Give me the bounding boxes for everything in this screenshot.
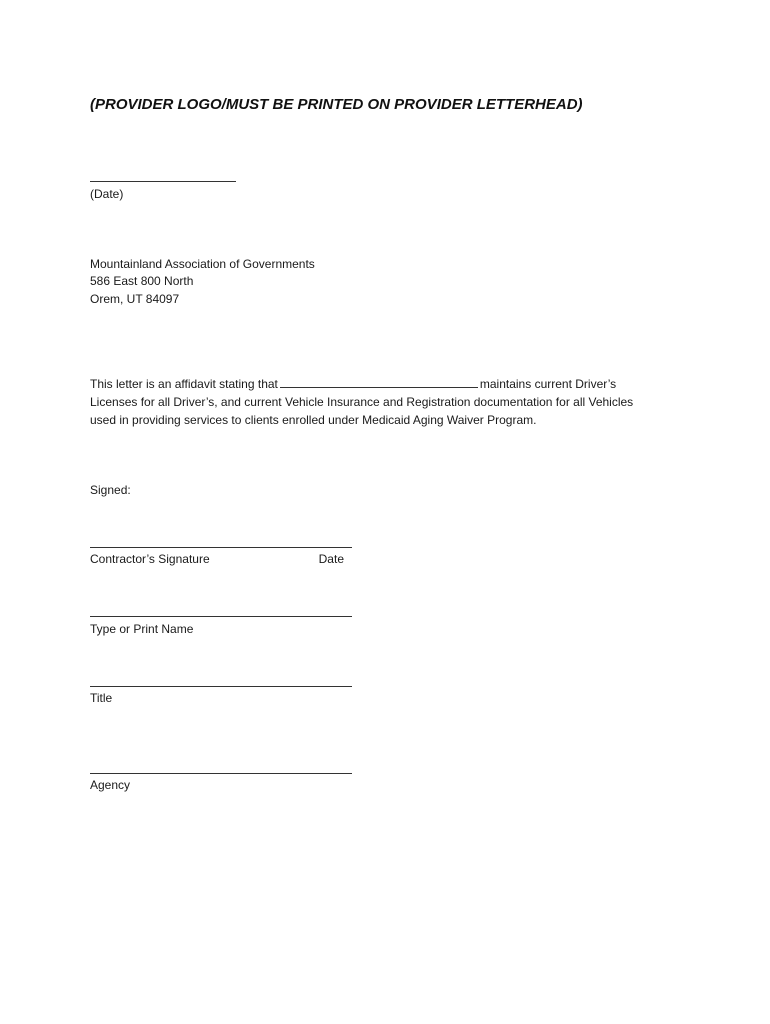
affidavit-paragraph: [90, 375, 680, 429]
signed-label: Signed:: [90, 483, 131, 497]
title-line: [90, 686, 352, 687]
address-line-3: Orem, UT 84097: [90, 292, 180, 306]
signature-date-label: Date: [318, 552, 344, 566]
title-label: Title: [90, 691, 113, 705]
date-label: (Date): [90, 187, 124, 201]
affidavit-text-start: This letter is an affidavit stating that: [90, 377, 278, 391]
date-blank-line: [90, 181, 236, 182]
address-line-2: 586 East 800 North: [90, 274, 194, 288]
affidavit-line-3: used in providing services to clients enrolled under Medicaid Aging Waiver Program.: [90, 413, 537, 427]
agency-line: [90, 773, 352, 774]
print-name-line: [90, 616, 352, 617]
affidavit-line-1: [90, 375, 680, 393]
contractor-signature-label: Contractor’s Signature: [90, 552, 210, 566]
provider-name-blank: [280, 375, 478, 388]
agency-label: Agency: [90, 778, 131, 792]
affidavit-text-end: maintains current Driver’s: [479, 377, 617, 391]
print-name-label: Type or Print Name: [90, 622, 194, 636]
affidavit-line-2: Licenses for all Driver’s, and current Vehicle Insurance and Registration documentation for all Vehicles: [90, 395, 634, 409]
signature-label-row: [90, 550, 352, 568]
address-line-1: Mountainland Association of Governments: [90, 257, 315, 271]
signature-line: [90, 547, 352, 548]
letterhead-heading: (PROVIDER LOGO/MUST BE PRINTED ON PROVIDER LETTERHEAD): [90, 96, 583, 113]
